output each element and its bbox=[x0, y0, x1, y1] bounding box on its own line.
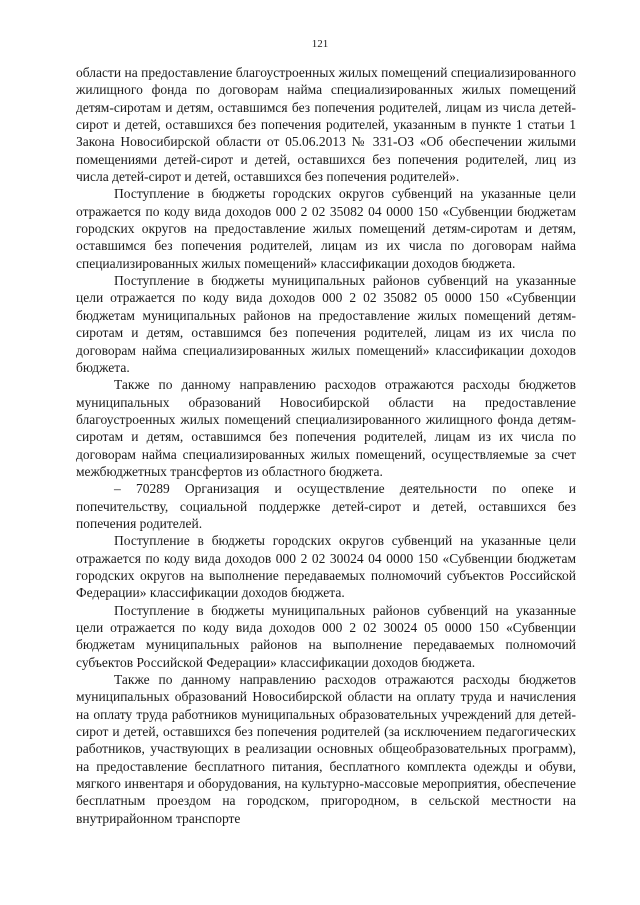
paragraph: – 70289 Организация и осуществление деятельности по опеке и попечительству, социальной поддержке детей-сирот и детей, оставшихся без попечения родителей. bbox=[76, 481, 576, 531]
paragraph: Поступление в бюджеты муниципальных районов субвенций на указанные цели отражается по коду вида доходов 000 2 02 35082 05 0000 150 «Субвенции бюджетам муниципальных районов на предоставление жилых помещений детям-сиротам и детям, оставшимся без попечения родителей, лицам из их числа по договорам найма специализированных жилых помещений» классификации доходов бюджета. bbox=[76, 273, 576, 375]
paragraph: Поступление в бюджеты городских округов субвенций на указанные цели отражается по коду вида доходов 000 2 02 30024 04 0000 150 «Субвенции бюджетам городских округов на выполнение передаваемых полномочий субъектов Российской Федерации» классификации доходов бюджета. bbox=[76, 533, 576, 601]
document-body bbox=[76, 64, 576, 827]
paragraph: Поступление в бюджеты городских округов субвенций на указанные цели отражается по коду вида доходов 000 2 02 35082 04 0000 150 «Субвенции бюджетам городских округов на предоставление жилых помещений детям-сиротам и детям, оставшимся без попечения родителей, лицам из их числа по договорам найма специализированных жилых помещений» классификации доходов бюджета. bbox=[76, 186, 576, 271]
paragraph: Поступление в бюджеты муниципальных районов субвенций на указанные цели отражается по коду вида доходов 000 2 02 30024 05 0000 150 «Субвенции бюджетам муниципальных районов на выполнение передаваемых полномочий субъектов Российской Федерации» классификации доходов бюджета. bbox=[76, 602, 576, 670]
paragraph: Также по данному направлению расходов отражаются расходы бюджетов муниципальных образований Новосибирской области на предоставление благоустроенных жилых помещений специализированного жилищного фонда детям-сиротам и детям, оставшимся без попечения родителей, лицам из их числа по договорам найма специализированных жилых помещений, осуществляемые за счет межбюджетных трансфертов из областного бюджета. bbox=[76, 377, 576, 479]
paragraph: Также по данному направлению расходов отражаются расходы бюджетов муниципальных образований Новосибирской области на оплату труда и начисления на оплату труда работников муниципальных образовательных учреждений для детей-сирот и детей, оставшихся без попечения родителей (за исключением педагогических работников, участвующих в реализации основных общеобразовательных программ), на предоставление бесплатного питания, бесплатного комплекта одежды и обуви, мягкого инвентаря и оборудования, на культурно-массовые мероприятия, обеспечение бесплатным проездом на городском, пригородном, в сельской местности на внутрирайонном транспорте bbox=[76, 672, 576, 826]
page-number: 121 bbox=[311, 38, 329, 50]
paragraph: области на предоставление благоустроенных жилых помещений специализированного жилищного фонда по договорам найма специализированных жилых помещений детям-сиротам и детям, оставшимся без попечения родителей, лицам из числа детей-сирот и детей, оставшихся без попечения родителей, указанным в пункте 1 статьи 1 Закона Новосибирской области от 05.06.2013 № 331-ОЗ «Об обеспечении жилыми помещениями детей-сирот и детей, оставшихся без попечения родителей, лиц из числа детей-сирот и детей, оставшихся без попечения родителей». bbox=[76, 65, 576, 185]
